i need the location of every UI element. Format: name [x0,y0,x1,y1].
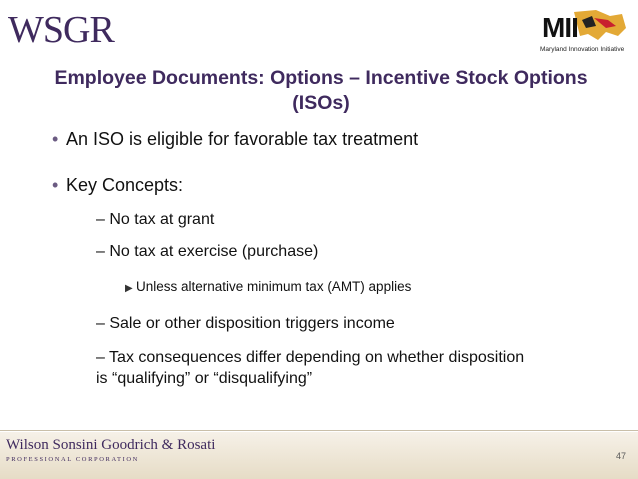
footer-firm-subtitle: PROFESSIONAL CORPORATION [6,456,139,463]
sub-item-grant: – No tax at grant [96,211,215,228]
bullet-text: Key Concepts: [66,175,184,195]
bullet-dot-icon: • [52,129,59,149]
mii-logo [536,6,632,56]
wsgr-logo: WSGR [8,9,114,51]
mii-caption: Maryland Innovation Initiative [540,46,625,53]
slide-title: Employee Documents: Options – Incentive Stock Options (ISOs) [54,67,588,114]
bullet-iso-eligible [52,128,419,150]
footer-divider [0,430,638,431]
subsub-item-amt [125,278,412,296]
sub-item-exercise: – No tax at exercise (purchase) [96,243,319,260]
bullet-key-concepts [52,174,184,196]
triangle-right-icon: ▶ [125,283,133,294]
subsub-text: Unless alternative minimum tax (AMT) applies [136,279,412,294]
footer-firm-name: Wilson Sonsini Goodrich & Rosati [6,437,216,453]
bullet-text: An ISO is eligible for favorable tax treatment [66,129,419,149]
bullet-dot-icon: • [52,175,59,195]
mii-logo-text: MII [542,12,578,43]
sub-item-tax-consequences: – Tax consequences differ depending on whether disposition is “qualifying” or “disqualifying” [96,349,525,387]
sub-item-sale: – Sale or other disposition triggers income [96,315,395,332]
page-number: 47 [615,451,626,461]
